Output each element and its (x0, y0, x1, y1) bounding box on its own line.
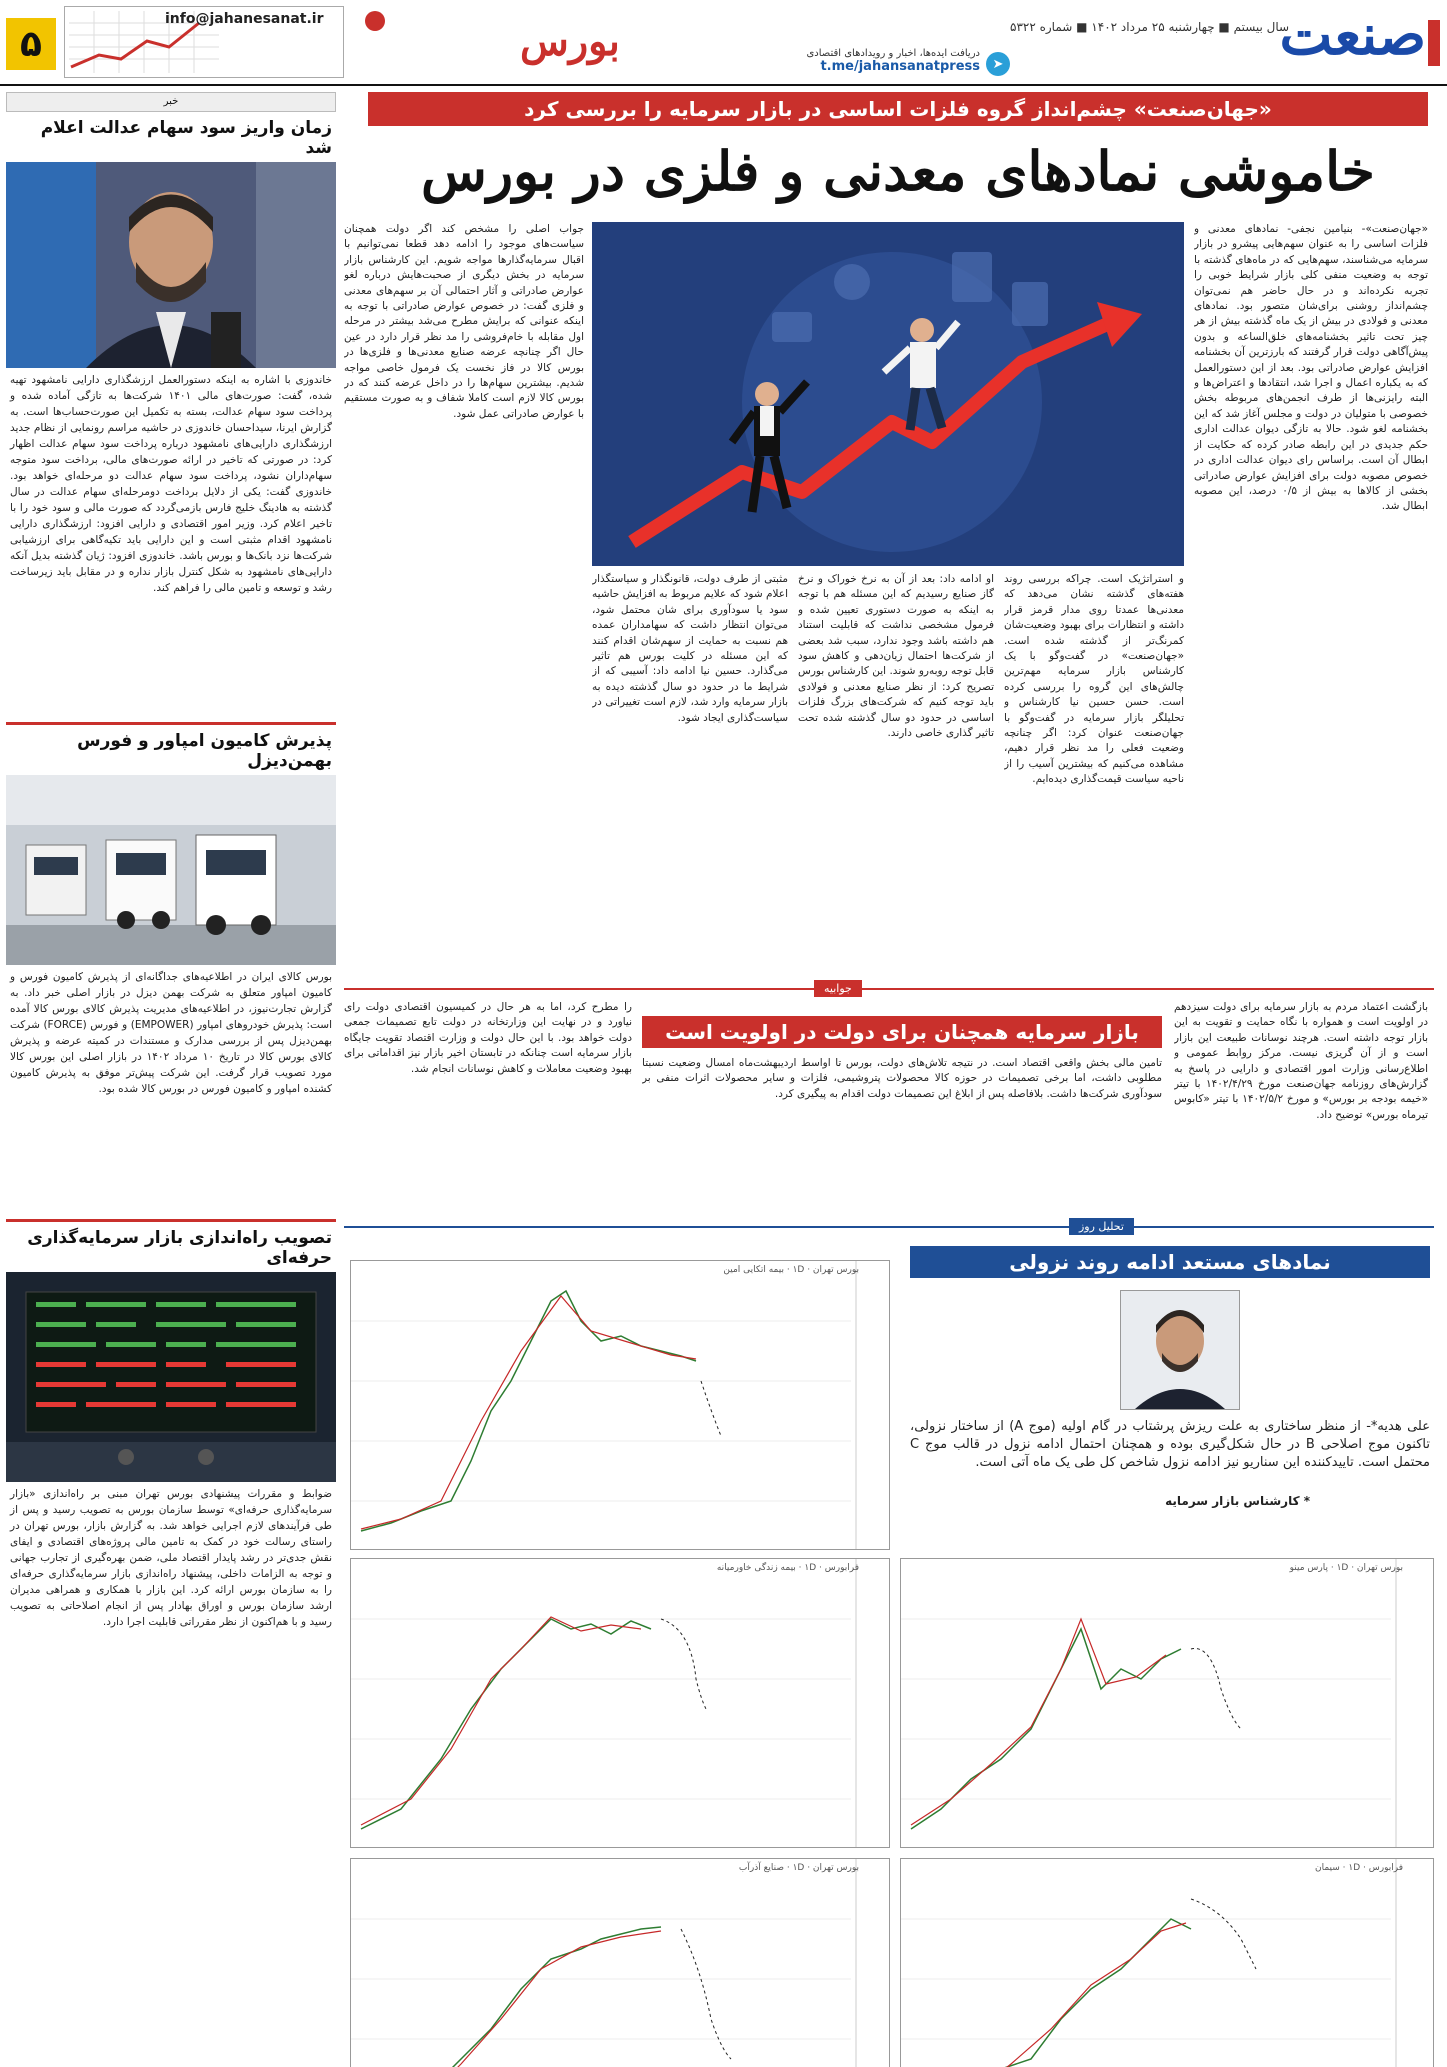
chart-2 (350, 1558, 890, 1848)
author-portrait (1121, 1291, 1239, 1409)
sidebar-strip: خبر (6, 92, 336, 112)
main-col-4: مثبتی از طرف دولت، قانونگذار و سیاستگذار اعلام شود که علایم مربوط به افزایش حاشیه سود یا سودآوری برای شان محتمل شود، می‌توان انتظار داشت که سهامداران عمده هم نسبت به حمایت از سهم‌شان اقدام کنند که این مسئله در کلیت بورس هم تاثیر می‌گذارد. حسین نیا ادامه داد: آسیبی که از شرایط ما در حدود دو سال گذشته دیده به بازار سرمایه وارد شد، لازم است تغییراتی در سیاست‌گذاری ایجاد شود. (592, 573, 788, 724)
email-box (64, 6, 344, 78)
second-col-1: بازگشت اعتماد مردم به بازار سرمایه برای دولت سیزدهم در اولویت است و همواره با نگاه حمایت و تقویت به این بازار توجه داشته است. هرچند نوسانات طبیعت این بازار است و از آن گریزی نیست. مرکز روابط عمومی و اطلاع‌رسانی وزارت امور اقتصادی و دارایی در پاسخ به گزارش‌های روزنامه جهان‌صنعت مورخ ۱۴۰۲/۴/۲۹ با تیتر «خیمه بودجه بر بورس» و مورخ ۱۴۰۲/۵/۲ با تیتر «کابوس تیرماه بورس» توضیح داد. (1174, 1001, 1428, 1121)
second-story-headline: بازار سرمایه همچنان برای دولت در اولویت است (642, 1016, 1162, 1048)
chart-3 (900, 1558, 1434, 1848)
chart-4 (350, 1858, 890, 2067)
second-story-label: جوابیه (814, 980, 862, 997)
sidebar-story2-headline: پذیرش کامیون امپاور و فورس بهمن‌دیزل (77, 731, 332, 771)
truck-photo-illustration (6, 775, 336, 965)
main-col-3: او ادامه داد: بعد از آن به نرخ خوراک و نرخ گاز صنایع رسیدیم که این مسئله هم با توجه به اینکه به صورت دستوری تعیین شده و فرمول مشخصی نداشت که قابلیت استناد هم داشته باشد وجود ندارد، سبب شد بعضی از شرکت‌ها احتمال زیان‌دهی و کاهش سود قابل توجه روبه‌رو شوند. این کارشناس بورس تصریح کرد: از نظر صنایع معدنی و فولادی باید توجه کنیم که شرکت‌های بزرگ فلزات اساسی در حدود دو سال گذشته شده تحت تاثیر گذاری خاصی دارند. (798, 573, 994, 740)
chart-1-title: بورس تهران · ۱D · بیمه اتکایی امین (723, 1265, 859, 1275)
sidebar (6, 92, 336, 2060)
sidebar-story1-headline: زمان واریز سود سهام عدالت اعلام شد (40, 118, 332, 158)
business-climb-illustration (592, 222, 1184, 566)
sidebar-story1-body: خاندوزی با اشاره به اینکه دستورالعمل ارزشگذاری دارایی نامشهود تهیه شده، گفت: صورت‌های مالی ۱۴۰۱ شرکت‌ها به تازگی آماده شده و پرداخت سود سهام عدالت، بسته به تکمیل این صورت‌حساب‌ها است. به گزارش ایرنا، سیداحسان خاندوزی در حاشیه مراسم رونمایی از نظام جدید ارزشگذاری دارایی‌های نامشهود درباره پرداخت سود سهام عدالت اظهار کرد: در صورتی که تاخیر در ارائه صورت‌های مالی، برداخت سود متوجه سهام‌داران نشود، پرداخت سود سهام عدالت دو مرحله‌ای خواهد بود. خاندوزی گفت: یکی از دلایل برداخت دومرحله‌ای سهام عدالت در سال گذشته به هادینگ خلیج فارس بازمی‌گردد که صورت مالی و سود خود را با تاخیر اعلام کرد. وزیر امور اقتصادی و دارایی افزود: ارزشگذاری دارایی نامشهود اقدام مثبتی است و این دارایی باید تکیه‌گاهی برای ارزشیابی شرکت‌ها نزد بانک‌ها و بورس باشد. خاندوزی افزود: ژیان گذشته بدیل آنکه دارایی‌های نامشهود به شکل کنترل بازار نداره و در مقابل باید زیرساخت رشد و توسعه و تامین مالی را فراهم کند. (10, 374, 332, 594)
chart-5-plot (901, 1859, 1433, 2067)
exchange-board-photo (6, 1272, 336, 1482)
telegram-icon: ➤ (986, 52, 1010, 76)
analysis-divider (344, 1226, 1434, 1228)
telegram-label: دریافت ایده‌ها، اخبار و رویدادهای اقتصادی (806, 48, 980, 59)
logo-text: صنعت (1279, 2, 1426, 68)
email-icon (365, 11, 385, 31)
page-number: ۵ (6, 18, 56, 70)
exchange-board-illustration (6, 1272, 336, 1482)
truck-photo (6, 775, 336, 965)
chart-1-plot (351, 1261, 889, 1549)
chart-4-title: بورس تهران · ۱D · صنایع آذرآب (738, 1863, 859, 1873)
chart-5-title: فرابورس · ۱D · سیمان (1314, 1863, 1403, 1873)
analysis-text: علی هدیه*- از منظر ساختاری به علت ریزش پرشتاب در گام اولیه (موج A) از ساختار نزولی، تاکنون موج اصلاحی B در حال شکل‌گیری بوده و همچنان احتمال ادامه نزول در قالب موج C محتمل است. تاییدکننده این سناریو نیز ادامه نزول شاخص کل طی یک ماه آتی است. (910, 1419, 1430, 1470)
analysis-headline: نمادهای مستعد ادامه روند نزولی (910, 1246, 1430, 1278)
chart-5 (900, 1858, 1434, 2067)
chart-1 (350, 1260, 890, 1550)
chart-2-plot (351, 1559, 889, 1847)
main-headline: خاموشی نمادهای معدنی و فلزی در بورس (421, 139, 1375, 203)
sidebar-story2-body: بورس کالای ایران در اطلاعیه‌های جداگانه‌ای از پذیرش کامیون فورس و کامیون امپاور متعلق به شرکت بهمن دیزل در بازار اصلی خبر داد. به گزارش تجارت‌نیوز، در اطلاعیه‌های مدیریت پذیرش کالای بورس کالا آمده است: پذیرش خودروهای امپاور (EMPOWER) و فورس (FORCE) شرکت بهمن‌دیزل پس از بررسی مدارک و مستندات در کمیته عرضه و پذیرش کالای بورس کالا در تاریخ ۱۰ مرداد ۱۴۰۲ در بازار اصلی این بورس کالا مورد تصویب قرار گرفت. این شرکت پیش‌تر موفق به پذیرش کامیون کشنده امپاور و کامیون فورس در بورس کالا شده بود. (10, 971, 333, 1095)
sidebar-divider (6, 722, 336, 725)
main-area (344, 92, 1441, 2060)
section-title: بورس (520, 18, 620, 65)
chart-3-plot (901, 1559, 1433, 1847)
analysis-author-role: * کارشناس بازار سرمایه (1165, 1494, 1310, 1508)
main-col-2: جواب اصلی را مشخص کند اگر دولت همچنان سیاست‌های موجود را ادامه دهد قطعا نمی‌توانیم با اقبال سرمایه‌گذارها مواجه شویم. این کارشناس بازار سرمایه در بخش دیگری از صحبت‌هایش درباره لغو عوارض صادراتی و آثار احتمالی آن بر سهم‌های معدنی و فلزی گفت: در خصوص عوارض صادراتی با توجه به اینکه عنوانی که برایش مطرح می‌شد بیشتر در مرحله اول مقابله با خام‌فروشی را مد نظر قرار دارد در عین حال اگر چنانچه عرضه صنایع معدنی‌ها و فلزی‌ها در بورس کالا در فاز نخست یک فرمول خاصی مواجه شدیم. بیشترین سهام‌ها را در داخل عرضه کنند که در بورس کالا لازم است کاملا شفاف و به صورت مستقیم با عوارض صادراتی عمل شود. (344, 223, 584, 420)
section-divider (344, 988, 1434, 990)
hero-illustration (592, 222, 1184, 566)
author-photo (1120, 1290, 1240, 1410)
masthead (0, 0, 1447, 86)
telegram-handle[interactable]: t.me/jahansanatpress (820, 59, 980, 74)
chart-2-title: فرابورس · ۱D · بیمه زندگی خاورمیانه (716, 1563, 859, 1573)
chart-3-title: بورس تهران · ۱D · پارس مینو (1289, 1563, 1403, 1573)
minister-photo (6, 162, 336, 368)
sidebar-divider-2 (6, 1219, 336, 1222)
telegram-box[interactable] (780, 48, 1004, 84)
analysis-label: تحلیل روز (1069, 1218, 1134, 1235)
email-address[interactable]: info@jahanesanat.ir (165, 11, 324, 27)
second-col-2: تامین مالی بخش واقعی اقتصاد است. در نتیجه تلاش‌های دولت، بورس تا اواسط اردیبهشت‌ماه امسال وضعیت نسبتا مطلوبی داشت، اما برخی تصمیمات در حوزه کالا محصولات پتروشیمی، فلزات و سایر محصولات اثرات منفی بر سودآوری شرکت‌ها داشت. بلافاصله پس از ابلاغ این تصمیمات دولت اقدام به پیگیری کرد. (642, 1057, 1162, 1100)
main-kicker: «جهان‌صنعت» چشم‌انداز گروه فلزات اساسی در بازار سرمایه را بررسی کرد (368, 92, 1428, 126)
issue-info: سال بیستم ■ چهارشنبه ۲۵ مرداد ۱۴۰۲ ■ شماره ۵۳۲۲ (1010, 20, 1290, 34)
chart-4-plot (351, 1859, 889, 2067)
logo-accent (1428, 20, 1440, 66)
main-col-5: و استراتژیک است. چراکه بررسی روند هفته‌های گذشته نشان می‌دهد که معدنی‌ها عمدتا روی مدار قرمز قرار داشته و انتظارات برای بهبود وضعیت‌شان کمرنگ‌تر از گذشته شده است. «جهان‌صنعت» در گفت‌وگو با یک کارشناس بازار سرمایه مهم‌ترین چالش‌های این گروه را بررسی کرده است. حسن حسین نیا کارشناس و تحلیلگر بازار سرمایه در گفت‌وگو با جهان‌صنعت عنوان کرد: اگر چنانچه وضعیت فعلی را مد نظر قرار دهیم، مشاهده می‌کنیم که بیشترین آسیب را از ناحیه سیاست قیمت‌گذاری دیده‌ایم. (1004, 573, 1184, 786)
minister-photo-illustration (6, 162, 336, 368)
sidebar-story3-body: ضوابط و مقررات پیشنهادی بورس تهران مبنی بر راه‌اندازی «بازار سرمایه‌گذاری حرفه‌ای» توسط سازمان بورس به تصویب رسید و پس از طی فرآیندهای لازم اجرایی خواهد شد. به گزارش بازار، بورس تهران در راستای رسالت خود در کمک به تامین مالی پروژه‌های اقتصادی و ایفای نقش جدی‌تر در رشد پایدار اقتصاد ملی، ضمن بهره‌گیری از تجارب جهانی و توجه به الزامات داخلی، پیشنهاد راه‌اندازی بازار سرمایه‌گذاری حرفه‌ای را به سازمان بورس ارائه کرد. این بازار با همکاری و همراهی مدیران ارشد سازمان بورس و اوراق بهادار پس از انجام اصلاحاتی به تصویب رسید و با هم‌اکنون از نظر مقرراتی قابلیت اجرا دارد. (10, 1488, 332, 1628)
main-col-1: «جهان‌صنعت»- بنیامین نجفی- نمادهای معدنی و فلزات اساسی را به عنوان سهم‌هایی پیشرو در بازار سرمایه می‌شناسند، سهم‌هایی که در ماه‌های گذشته با توجه به وضعیت منفی کلی بازار شرایط خوبی را تجربه نکرده‌اند و در حال حاضر هم نمی‌توان چشم‌انداز روشنی برای‌شان متصور بود. نمادهای معدنی و فولادی در بیش از یک ماه گذشته بیش از هر چیز تحت تاثیر بخشنامه‌های خلق‌الساعه و بدون پیش‌آگاهی دولت قرار گرفتند که بارزترین آن بخشنامه افزایش عوارض صادراتی بود. بعد از این دستورالعمل که به یکباره اعمال و اجرا شد، انتقادها و اعتراض‌ها و البته رایزنی‌ها از طرف انجمن‌های مربوطه بخش خصوصی با متولیان در دولت و مجلس آغاز شد که این بخشنامه لغو شود. حالا به تازگی دیوان عدالت اداری حکم جدیدی در این رابطه صادر کرده که حکایت از ابطال آن است. براساس رای دیوان عدالت اداری در خصوص مصوبه دولت برای افزایش عوارض صادراتی بخشی از کالاها به بیش از ۰/۵ درصد، این مصوبه ابطال شد. (1194, 223, 1428, 513)
logo (1240, 2, 1440, 74)
second-col-3: را مطرح کرد، اما به هر حال در کمیسیون اقتصادی دولت رای نیاورد و در نهایت این وزارتخانه در دولت تابع تصمیمات جمعی دولت خواهد بود. با این حال دولت و وزارت اقتصاد تقویت جایگاه بازار سرمایه است چنانکه در تابستان اخیر بازار نیز اقداماتی برای بهبود وضعیت معاملات و کاهش نوسانات انجام شد. (344, 1001, 632, 1075)
sidebar-story3-headline: تصویب راه‌اندازی بازار سرمایه‌گذاری حرفه‌ای (27, 1228, 332, 1268)
